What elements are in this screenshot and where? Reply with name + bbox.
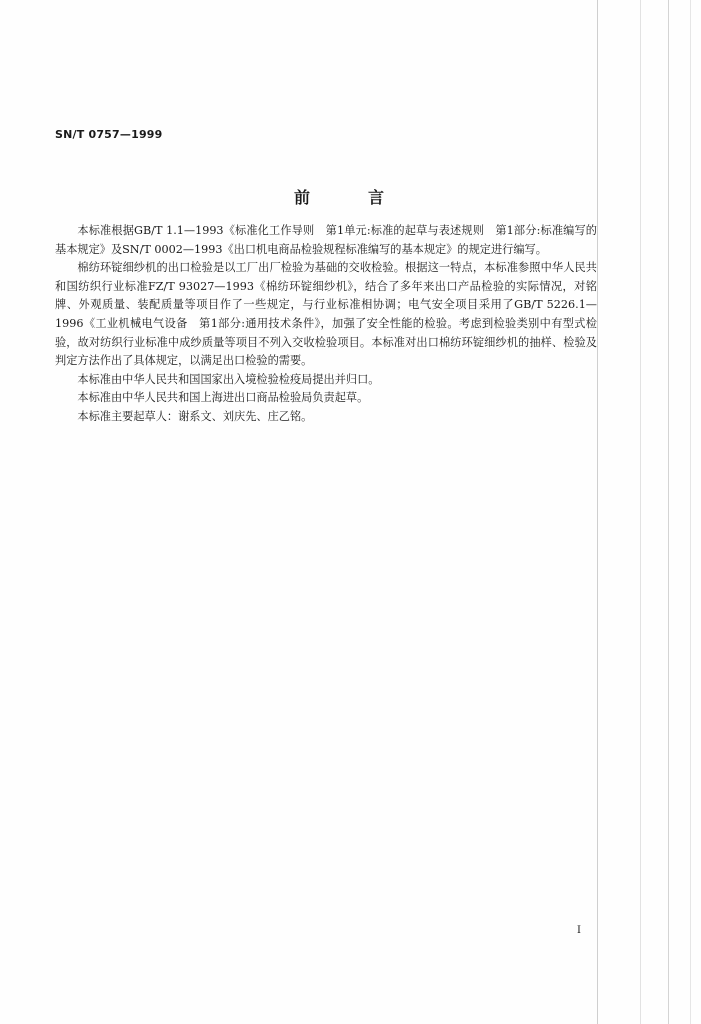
page-number: I xyxy=(577,925,581,936)
section-title: 前言 xyxy=(293,188,442,207)
scan-edge-line xyxy=(668,0,669,1024)
document-code: SN/T 0757—1999 xyxy=(55,128,163,141)
scan-edge-line xyxy=(640,0,641,1024)
paragraph: 本标准由中华人民共和国国家出入境检验检疫局提出并归口。 xyxy=(77,372,380,386)
foreword-body xyxy=(55,222,597,427)
scan-edge-line xyxy=(690,0,691,1024)
scan-edge-line xyxy=(597,0,598,1024)
paragraph: 本标准主要起草人：谢系文、刘庆先、庄乙铭。 xyxy=(77,409,313,423)
paragraph: 本标准根据GB/T 1.1—1993《标准化工作导则 第1单元:标准的起草与表述规则 第1部分:标准编写的基本规定》及SN/T 0002—1993《出口机电商品检验规程标准编写的基本规定》的规定进行编写。 xyxy=(55,224,597,256)
paragraph: 本标准由中华人民共和国上海进出口商品检验局负责起草。 xyxy=(77,391,369,405)
paragraph: 棉纺环锭细纱机的出口检验是以工厂出厂检验为基础的交收检验。根据这一特点，本标准参照中华人民共和国纺织行业标准FZ/T 93027—1993《棉纺环锭细纱机》，结合了多年来出口产品检验的实际情况，对铭牌、外观质量、装配质量等项目作了一些规定，与行业标准相协调；电气安全项目采用了GB/T 5226.1—1996《工业机械电气设备 第1部分:通用技术条件》，加强了安全性能的检验。考虑到检验类别中有型式检验，故对纺织行业标准中成纱质量等项目不列入交收检验项目。本标准对出口棉纺环锭细纱机的抽样、检验及判定方法作出了具体规定，以满足出口检验的需要。 xyxy=(55,261,597,368)
